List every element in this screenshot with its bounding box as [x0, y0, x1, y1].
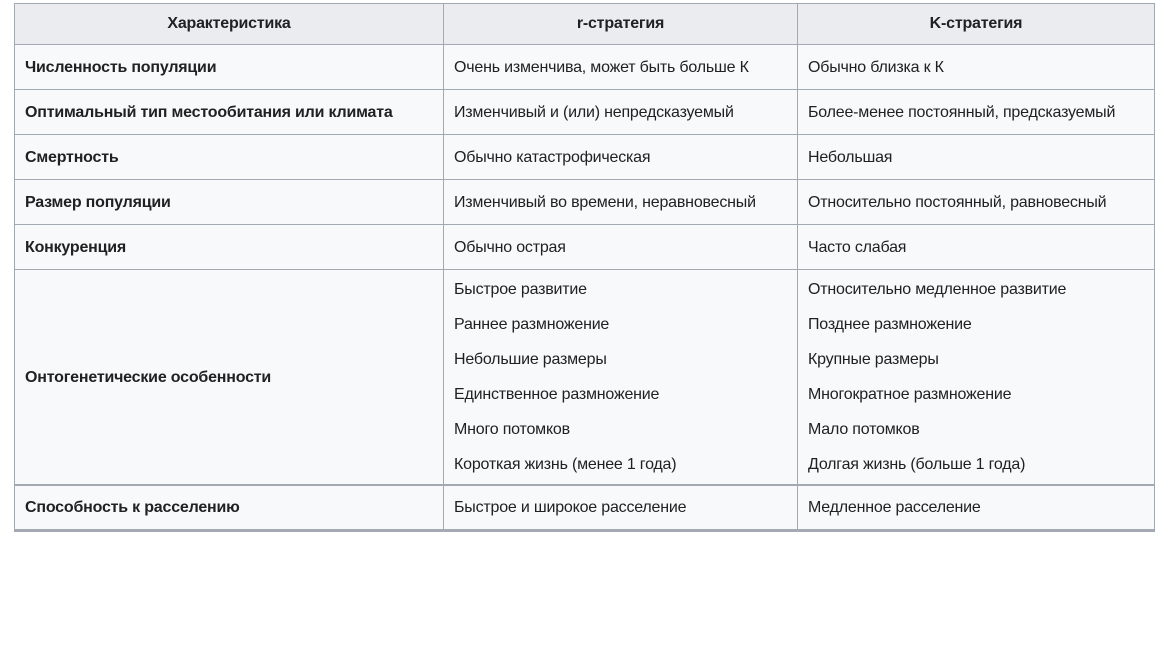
cell-line: Единственное размножение [454, 386, 660, 403]
cell-line: Обычно катастрофическая [454, 148, 651, 166]
characteristic-cell [15, 90, 444, 135]
table-row [15, 485, 1155, 530]
cell-line: Небольшие размеры [454, 351, 607, 368]
header-k-strategy: K-стратегия [798, 4, 1155, 45]
cell-line: Смертность [25, 148, 119, 166]
characteristic-cell [15, 485, 444, 530]
r-strategy-cell [444, 485, 798, 530]
header-characteristic: Характеристика [15, 4, 444, 45]
cell-line: Раннее размножение [454, 316, 610, 333]
cell-line: Размер популяции [25, 193, 171, 211]
r-strategy-cell [444, 270, 798, 486]
header-row [15, 4, 1155, 45]
table-row [15, 180, 1155, 225]
table-row [15, 135, 1155, 180]
r-strategy-cell [444, 45, 798, 90]
characteristic-cell [15, 270, 444, 486]
characteristic-cell [15, 225, 444, 270]
cell-line: Относительно медленное развитие [808, 281, 1067, 298]
r-strategy-cell [444, 135, 798, 180]
r-strategy-cell [444, 225, 798, 270]
r-strategy-cell [444, 90, 798, 135]
table-row [15, 270, 1155, 486]
header-r-strategy: r-стратегия [444, 4, 798, 45]
table-row [15, 90, 1155, 135]
cell-line: Крупные размеры [808, 351, 939, 368]
cell-line: Численность популяции [25, 58, 217, 76]
r-k-strategy-comparison-table [14, 3, 1155, 532]
cell-line: Оптимальный тип местообитания или климата [25, 103, 393, 121]
cell-line: Много потомков [454, 421, 570, 438]
k-strategy-cell [798, 135, 1155, 180]
k-strategy-cell [798, 90, 1155, 135]
k-strategy-cell [798, 225, 1155, 270]
cell-line: Более-менее постоянный, предсказуемый [808, 103, 1116, 121]
cell-line: Изменчивый и (или) непредсказуемый [454, 103, 734, 121]
table-row [15, 45, 1155, 90]
cell-line: Медленное расселение [808, 498, 981, 516]
cell-line: Очень изменчива, может быть больше К [454, 58, 749, 76]
cell-line: Небольшая [808, 148, 893, 166]
characteristic-cell [15, 45, 444, 90]
characteristic-cell [15, 135, 444, 180]
table-row [15, 225, 1155, 270]
cell-line: Долгая жизнь (больше 1 года) [808, 456, 1026, 473]
cell-line: Короткая жизнь (менее 1 года) [454, 456, 677, 473]
cell-line: Онтогенетические особенности [25, 368, 272, 386]
cell-line: Способность к расселению [25, 498, 240, 516]
cell-line: Мало потомков [808, 421, 920, 438]
cell-line: Многократное размножение [808, 386, 1012, 403]
cell-line: Часто слабая [808, 238, 907, 256]
k-strategy-cell [798, 180, 1155, 225]
k-strategy-cell [798, 45, 1155, 90]
cell-line: Позднее размножение [808, 316, 972, 333]
cell-line: Быстрое развитие [454, 281, 587, 298]
cell-line: Изменчивый во времени, неравновесный [454, 193, 756, 211]
cell-line: Конкуренция [25, 238, 127, 256]
cell-line: Относительно постоянный, равновесный [808, 193, 1107, 211]
characteristic-cell [15, 180, 444, 225]
cell-line: Обычно близка к К [808, 58, 944, 76]
r-strategy-cell [444, 180, 798, 225]
k-strategy-cell [798, 485, 1155, 530]
cell-line: Обычно острая [454, 238, 566, 256]
cell-line: Быстрое и широкое расселение [454, 498, 687, 516]
k-strategy-cell [798, 270, 1155, 486]
